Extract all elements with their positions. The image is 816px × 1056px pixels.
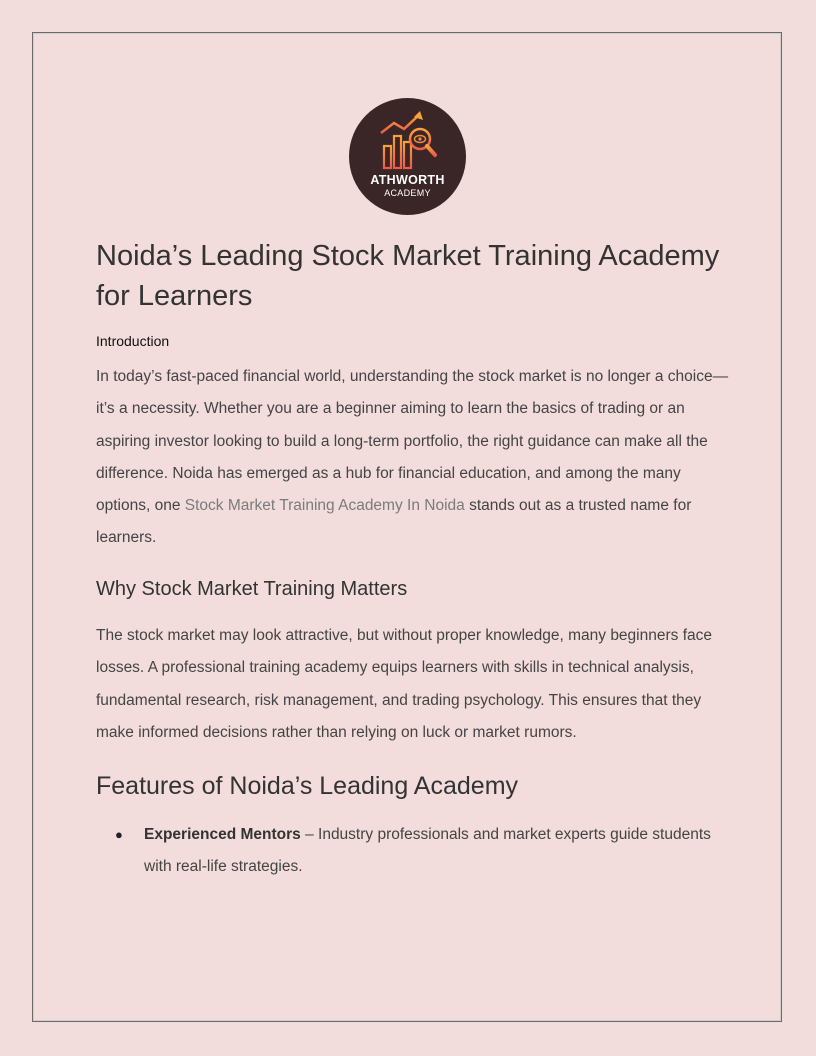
feature-text: – Industry professionals and market experts guide students with real-life strategies. <box>144 826 711 876</box>
page-title: Noida’s Leading Stock Market Training Academy for Learners <box>96 240 720 312</box>
intro-label: Introduction <box>96 333 170 349</box>
logo-subtitle: ACADEMY <box>384 188 431 198</box>
intro-text-after: stands out as a trusted name for learners. <box>96 497 692 547</box>
section-body-why: The stock market may look attractive, but without proper knowledge, many beginners face losses. A professional training academy equips learners with skills in technical analysis, fundamental research, risk management, and trading psychology. This ensures that they make informed decisions rather than relying on luck or market rumors. <box>96 627 712 741</box>
logo-name: ATHWORTH <box>370 173 445 187</box>
bullet-icon: ● <box>115 827 123 842</box>
features-list <box>96 819 716 884</box>
academy-link[interactable]: Stock Market Training Academy In Noida <box>184 497 465 515</box>
intro-text-before: In today’s fast-paced financial world, understanding the stock market is no longer a choice—it’s a necessity. Whether you are a beginner aiming to learn the basics of trading or an aspiring investor looking to build a long-term portfolio, the right guidance can make all the difference. Noida has emerged as a hub for financial education, and among the many options, one <box>96 368 729 515</box>
intro-paragraph <box>96 361 736 555</box>
academy-logo <box>349 98 466 215</box>
list-item <box>96 819 716 884</box>
feature-title: Experienced Mentors <box>144 826 301 843</box>
section-heading-features: Features of Noida’s Leading Academy <box>96 772 519 800</box>
section-heading-why: Why Stock Market Training Matters <box>96 578 408 600</box>
